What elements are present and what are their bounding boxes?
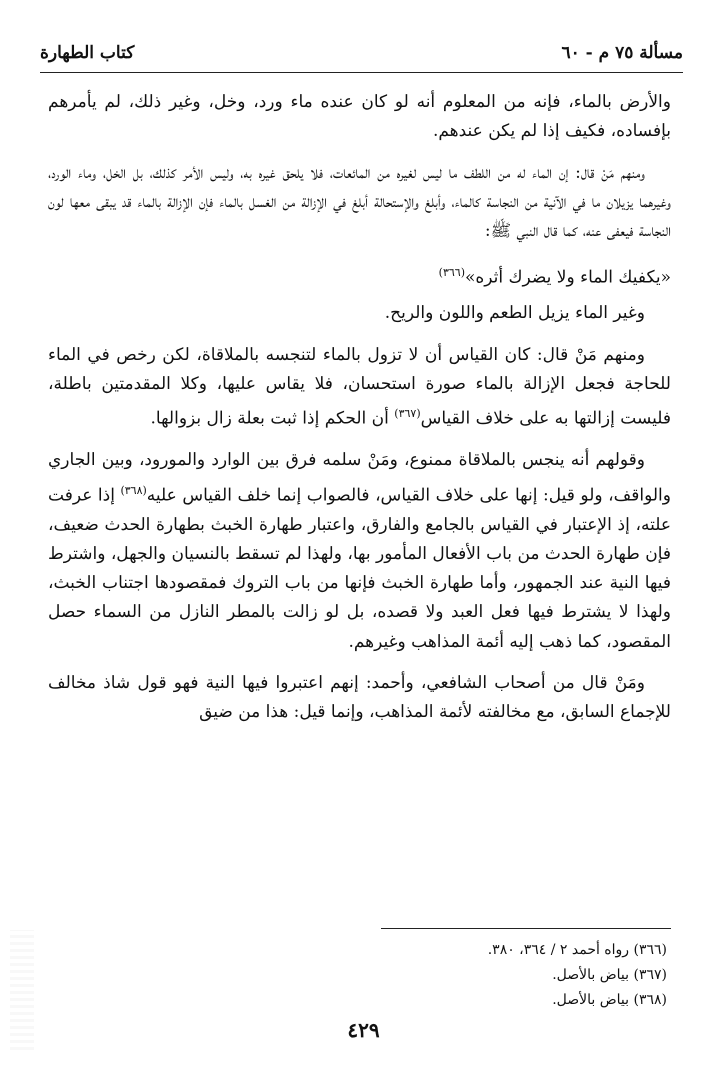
paragraph-4 — [48, 341, 671, 435]
page-number: ٤٢٩ — [347, 1018, 380, 1042]
paragraph-4-part-b: أن الحكم إذا ثبت بعلة زال بزوالها. — [150, 408, 395, 429]
hadith-text: «يكفيك الماء ولا يضرك أثره» — [464, 268, 671, 289]
paragraph-1: والأرض بالماء، فإنه من المعلوم أنه لو كان عنده ماء ورد، وخل، وغير ذلك، لم يأمرهم بإفساده، فكيف إذا لم يكن عندهم. — [48, 92, 671, 142]
paragraph-4-part-a: ومنهم مَنْ قال: كان القياس أن لا تزول بالماء لتنجسه بالملاقاة، لكن رخص في الماء للحاجة فجعل الإزالة بالماء صورة استحسان، فلا يقاس عليها، وكلا المقدمتين باطلة، فليست إزالتها به على خلاف القياس — [48, 344, 671, 429]
footnote-rule — [381, 928, 671, 929]
footnote-ref-368: (٣٦٨) — [120, 483, 147, 497]
paragraph-2: ومنهم مَنْ قال: إن الماء له من اللطف ما ليس لغيره من المائعات، فلا يلحق غيره به، وليس الأمر كذلك، بل الخل، وماء الورد، وغيرهما يزيلان ما في الآنية من النجاسة كالماء، وأبلغ والإستحالة أبلغ في الإزالة من الغسل بالماء فإن الإزالة بالماء قد يبقى معها لون النجاسة فيعفى عنه، كما قال النبي ﷺ: — [48, 162, 671, 242]
footnotes — [267, 938, 667, 1013]
section-label: مسألة ٧٥ م - ٦٠ — [561, 43, 683, 63]
footnote-ref-366: (٣٦٦) — [438, 266, 465, 280]
main-text — [48, 88, 671, 740]
paragraph-6: ومَنْ قال من أصحاب الشافعي، وأحمد: إنهم اعتبروا فيها النية فهو قول شاذ مخالف للإجماع السابق، مع مخالفته لأئمة المذاهب، وإنما قيل: هذا من ضيق — [48, 673, 671, 723]
hadith-quote — [48, 258, 671, 293]
paragraph-5-part-a: وقولهم أنه ينجس بالملاقاة ممنوع، ومَنْ سلمه فرق بين الوارد والمورود، وبين الجاري والواقف، ولو قيل: إنها على خلاف القياس، فالصواب إنما خلف القياس عليه — [48, 450, 671, 506]
scan-artifact — [10, 930, 34, 1050]
paragraph-5 — [48, 446, 671, 657]
footnote-368: (٣٦٨) بياض بالأصل. — [552, 992, 667, 1008]
header-rule — [40, 72, 683, 73]
running-header — [40, 38, 683, 68]
footnote-366: (٣٦٦) رواه أحمد ٢ / ٣٦٤، ٣٨٠. — [487, 942, 667, 958]
book-title: كتاب الطهارة — [40, 43, 135, 63]
paragraph-3: وغير الماء يزيل الطعم واللون والريح. — [384, 303, 645, 324]
footnote-367: (٣٦٧) بياض بالأصل. — [552, 967, 667, 983]
paragraph-5-part-b: إذا عرفت علته، إذ الإعتبار في القياس بالجامع والفارق، واعتبار طهارة الخبث بطهارة الحدث ضعيف، فإن طهارة الحدث من باب الأفعال المأمور بها، ولهذا لم تسقط بالنسيان والجهل، واشترط فيها النية عند الجمهور، وأما طهارة الخبث فإنها من باب التروك فمقصودها اجتناب الخبث، ولهذا لا يشترط فيها فعل العبد ولا قصده، بل لو زالت بالمطر النازل من السماء حصل المقصود، كما ذهب إليه أئمة المذاهب وغيرهم. — [48, 485, 671, 652]
footnote-ref-367: (٣٦٧) — [394, 407, 421, 421]
